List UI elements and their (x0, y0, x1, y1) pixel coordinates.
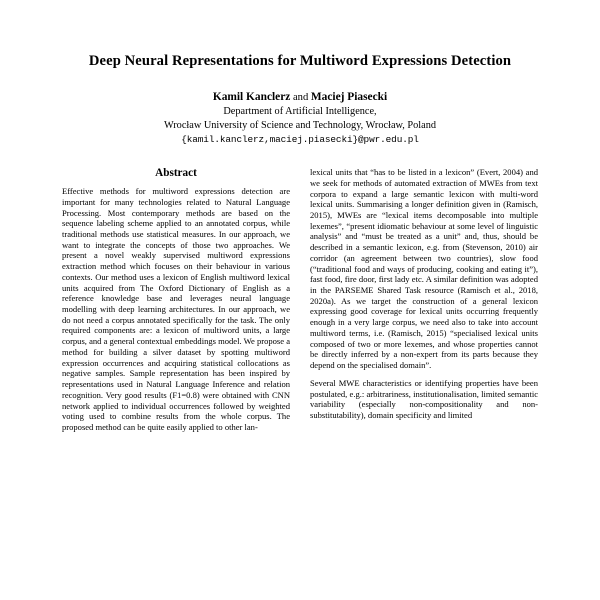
intro-paragraph-1: lexical units that “has to be listed in a lexicon” (Evert, 2004) and we seek for methods of automated extraction of MWEs from text corpora to expand a large semantic lexicon with multi-word lexical units. Summarising a longer definition given in (Ramisch, 2015), MWEs are “lexical items decomposable into multiple lexemes”, “present idiomatic behaviour at some level of linguistic analysis” and “must be treated as a unit” and, thus, should be described in a semantic lexicon, e.g. from (Stevenson, 2010) air corridor (an agreement between two countries), slow food (“traditional food and ways of producing, cooking and eating it”), fast food, fire door, first lady etc. A similar definition was adopted in the PARSEME Shared Task resource (Ramisch et al., 2018, 2020a). As we target the construction of a general lexicon expressing good coverage for lexical units occurring frequently enough in a very large corpus, we need also to take into account multiword terms, i.e. (Ramisch, 2015) “specialised lexical units composed of two or more lexemes, and whose properties cannot be directly inferred by a non-expert from its parts because they depend on the specialised domain”. (310, 167, 538, 371)
right-column (310, 167, 538, 428)
author-email: {kamil.kanclerz,maciej.piasecki}@pwr.edu.pl (181, 134, 419, 146)
affiliation-line-1: Department of Artificial Intelligence, (223, 105, 377, 117)
author-list (62, 91, 538, 103)
author-first: Kamil Kanclerz (212, 90, 291, 103)
author-separator: and (290, 91, 311, 103)
affiliation-line-2: Wrocław University of Science and Technology, Wrocław, Poland (163, 119, 437, 131)
abstract-paragraph: Effective methods for multiword expressions detection are important for many technologies related to Natural Language Processing. Most contemporary methods are based on the sequence labeling scheme applied to an annotated corpus, while traditional methods use statistical measures. In our approach, we want to integrate the concepts of those two approaches. We present a novel weakly supervised multiword expressions extraction method which focuses on their behaviour in various contexts. Our method uses a lexicon of English multiword lexical units acquired from The Oxford Dictionary of English as a reference knowledge base and leverages neural language modelling with deep learning architectures. In our approach, we do not need a corpus annotated specifically for the task. The only required components are: a lexicon of multiword units, a large corpus, and a general contextual embeddings model. We propose a method for building a silver dataset by spotting multiword expression occurrences and acquiring statistical collocations as negative samples. Sample representation has been inspired by representations used in Natural Language Inference and relation recognition. Very good results (F1=0.8) were obtained with CNN network applied to individual occurrences followed by weighted voting used to combine results from the whole corpus. The proposed method can be quite easily applied to other lan- (62, 186, 290, 432)
left-column (62, 167, 290, 440)
abstract-heading: Abstract (155, 167, 197, 180)
intro-paragraph-2: Several MWE characteristics or identifying properties have been postulated, e.g.: arbitrariness, institutionalisation, limited semantic variability (especially non-compositionality and non-substitutability), domain specificity and limited (310, 377, 538, 420)
author-second: Maciej Piasecki (310, 90, 388, 103)
two-column-body (62, 167, 538, 440)
page-title: Deep Neural Representations for Multiword Expressions Detection (88, 53, 512, 69)
